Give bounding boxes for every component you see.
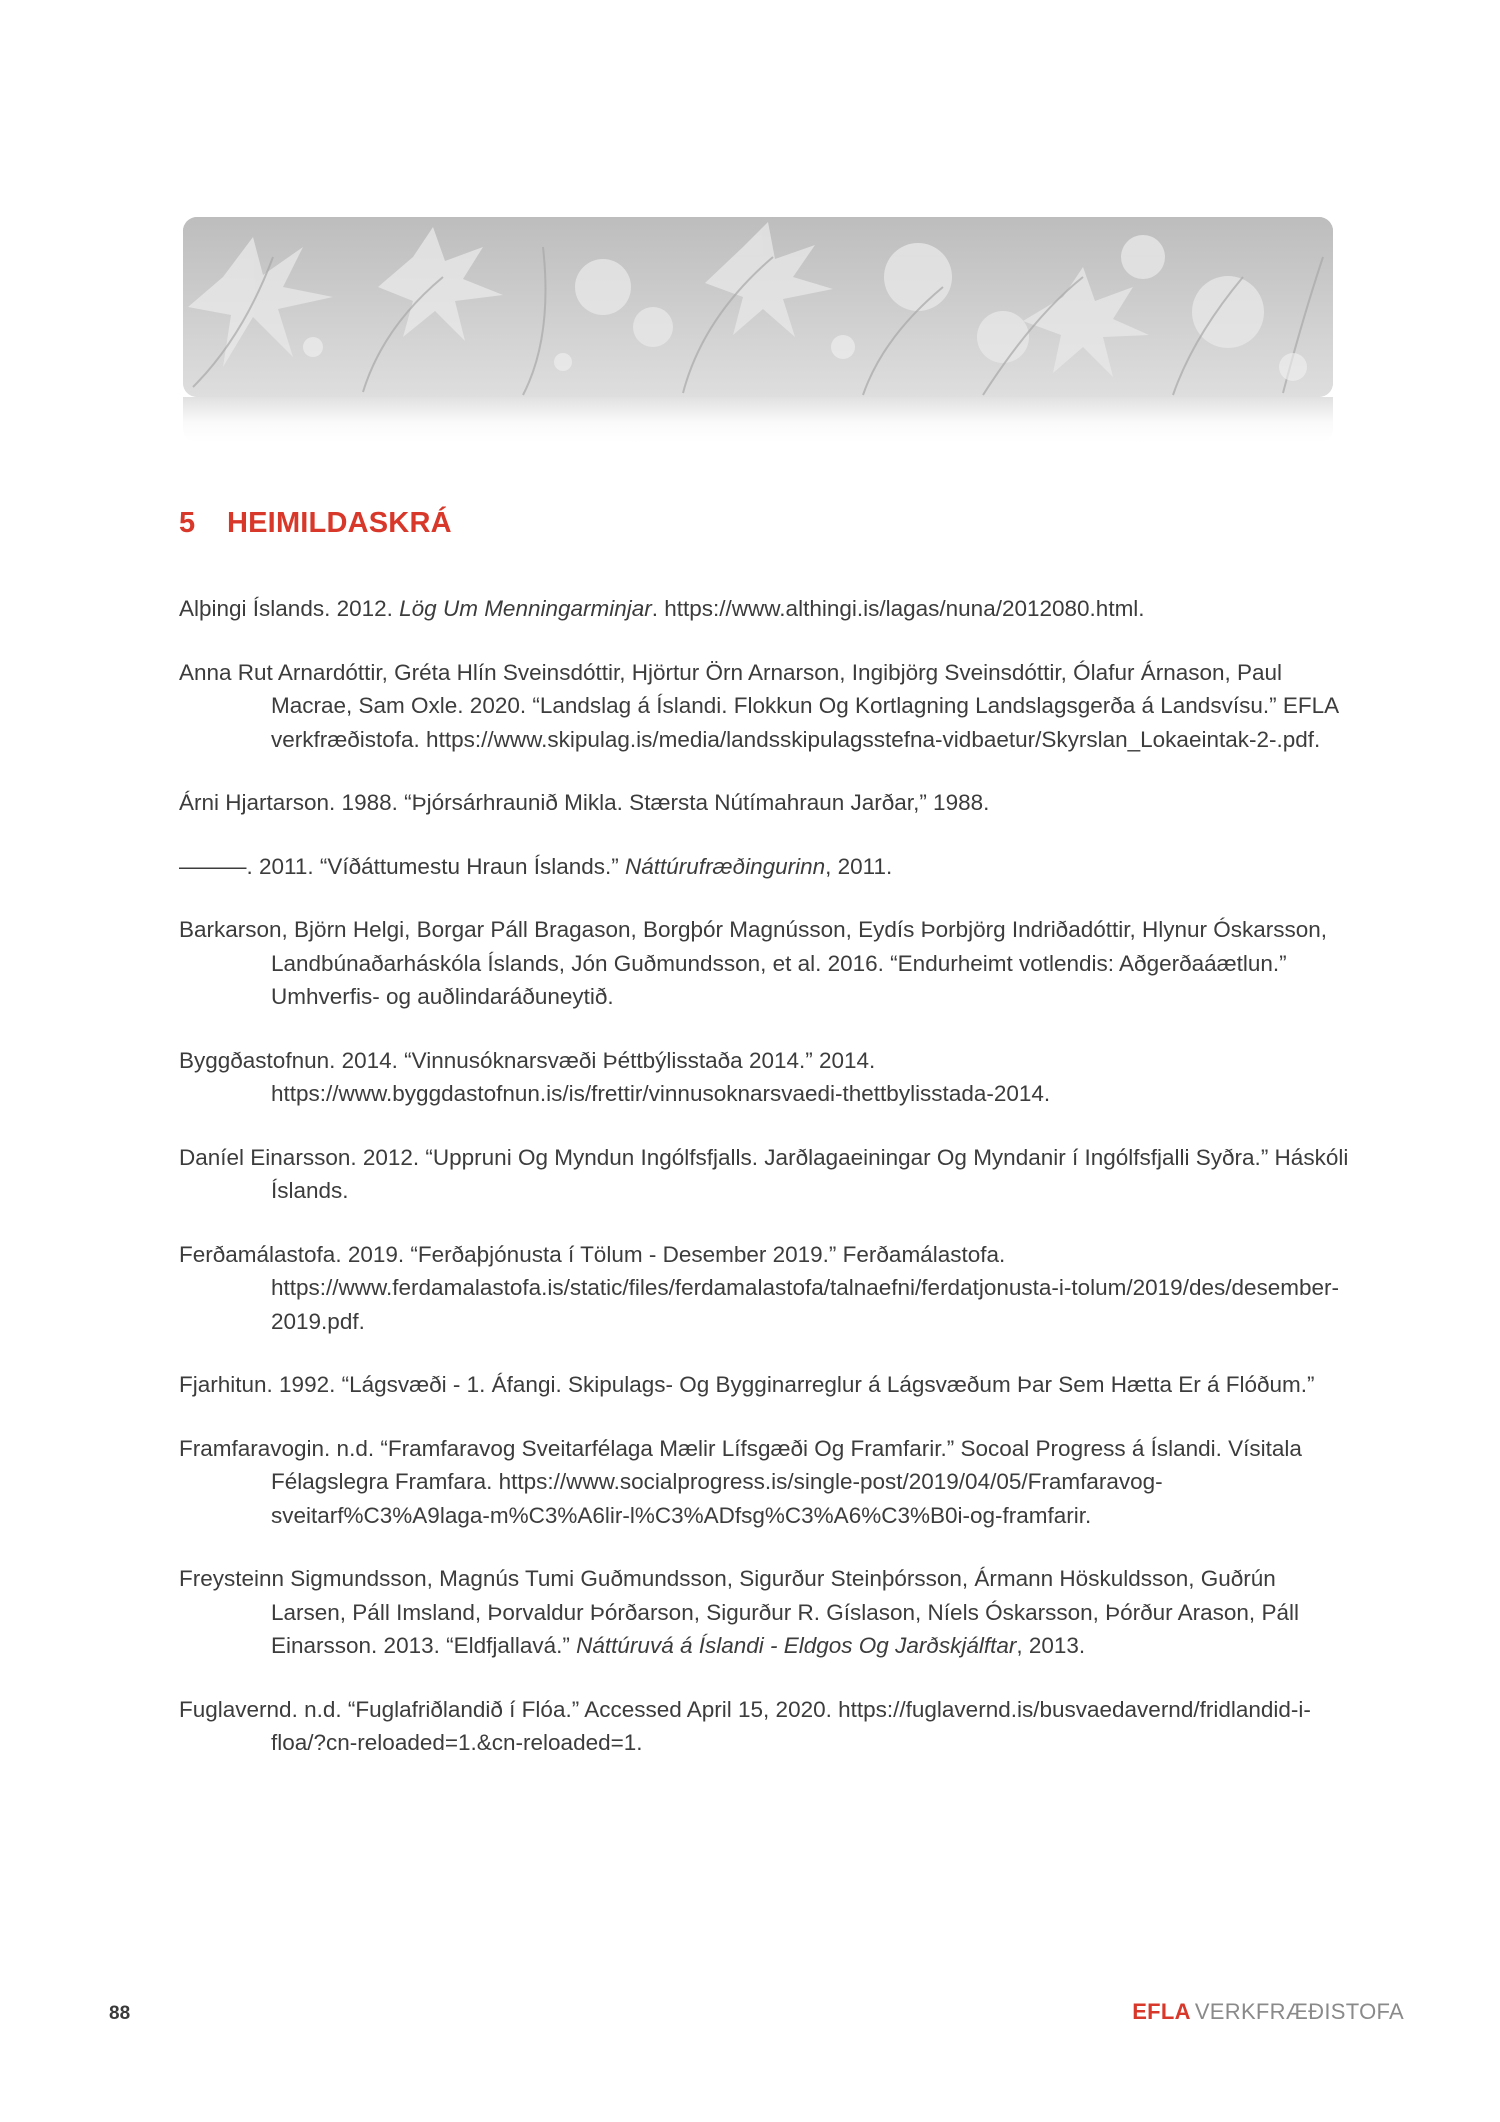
- reference-text: Barkarson, Björn Helgi, Borgar Páll Bragason, Borgþór Magnússon, Eydís Þorbjörg Indriðadóttir, Hlynur Óskarsson, Landbúnaðarháskóla Íslands, Jón Guðmundsson, et al. 2016. “Endurheimt votlendis: Aðgerðaáætlun.” Umhverfis- og auðlindaráðuneytið.: [179, 917, 1328, 1009]
- reference-italic-title: Lög Um Menningarminjar: [399, 596, 652, 621]
- reference-text: Byggðastofnun. 2014. “Vinnusóknarsvæði Þéttbýlisstaða 2014.” 2014. https://www.byggdastofnun.is/is/frettir/vinnusoknarsvaedi-thettbylisstada-2014.: [179, 1047, 1051, 1106]
- reference-text: Ferðamálastofa. 2019. “Ferðaþjónusta í Tölum - Desember 2019.” Ferðamálastofa. https://www.ferdamalastofa.is/static/files/ferdamalastofa/talnaefni/ferdatjonusta-i-tolum/2019/des/desember-2019.pdf.: [179, 1241, 1340, 1334]
- reference-text: Framfaravogin. n.d. “Framfaravog Sveitarfélaga Mælir Lífsgæði Og Framfarir.” Socoal Progress á Íslandi. Vísitala Félagslegra Framfara. https://www.socialprogress.is/single-post/2019/04/05/Framfaravog-sveitarf%C3%A9laga-m%C3%A6lir-l%C3%ADfsg%C3%A6%C3%B0i-og-framfarir.: [179, 1435, 1302, 1528]
- reference-entry: [179, 1432, 1354, 1533]
- section-title: HEIMILDASKRÁ: [227, 507, 452, 539]
- reference-text: Alþingi Íslands. 2012.: [179, 596, 400, 621]
- section-number: 5: [179, 507, 196, 539]
- reference-text: Freysteinn Sigmundsson, Magnús Tumi Guðmundsson, Sigurður Steinþórsson, Ármann Höskuldsson, Guðrún Larsen, Páll Imsland, Þorvaldur Þórðarson, Sigurður R. Gíslason, Níels Óskarsson, Þórður Arason, Páll Einarsson. 2013. “Eldfjallavá.”: [179, 1566, 1299, 1658]
- header-photo-banner: [183, 217, 1333, 397]
- page-number: 88: [109, 2003, 131, 2024]
- reference-entry: [179, 592, 1354, 626]
- banner-reflection: [183, 397, 1333, 443]
- section-heading: [179, 507, 452, 540]
- reference-entry: [179, 1044, 1354, 1111]
- reference-text: ———. 2011. “Víðáttumestu Hraun Íslands.”: [179, 853, 626, 879]
- reference-entry: [179, 913, 1354, 1014]
- reference-text: Fuglavernd. n.d. “Fuglafriðlandið í Flóa.” Accessed April 15, 2020. https://fuglavernd.is/busvaedavernd/fridlandid-i-floa/?cn-reloaded=1.&cn-reloaded=1.: [179, 1696, 1311, 1755]
- reference-entry: [179, 1238, 1354, 1339]
- reference-text: Fjarhitun. 1992. “Lágsvæði - 1. Áfangi. Skipulags- Og Bygginarreglur á Lágsvæðum Þar Sem Hætta Er á Flóðum.”: [179, 1372, 1315, 1397]
- reference-italic-title: Náttúrufræðingurinn: [625, 853, 826, 879]
- reference-italic-title: Náttúruvá á Íslandi - Eldgos Og Jarðskjálftar: [576, 1633, 1017, 1658]
- reference-text-end: , 2013.: [1016, 1633, 1086, 1658]
- brand-subtitle: VERKFRÆÐISTOFA: [1194, 1999, 1404, 2024]
- reference-entry: [179, 1141, 1354, 1208]
- reference-text: Daníel Einarsson. 2012. “Uppruni Og Myndun Ingólfsfjalls. Jarðlagaeiningar Og Myndanir í Ingólfsfjalli Syðra.” Háskóli Íslands.: [179, 1144, 1349, 1203]
- reference-entry: [179, 1693, 1354, 1760]
- footer-brand-logo: [1132, 1999, 1404, 2025]
- reference-entry: [179, 850, 1354, 884]
- brand-name: EFLA: [1132, 1999, 1191, 2024]
- reference-text: Árni Hjartarson. 1988. “Þjórsárhraunið Mikla. Stærsta Nútímahraun Jarðar,” 1988.: [179, 790, 990, 815]
- reference-list: [179, 592, 1354, 1790]
- reference-entry: [179, 656, 1354, 757]
- wildflower-photo-icon: [183, 217, 1333, 397]
- reference-entry: [179, 1368, 1354, 1402]
- reference-entry: [179, 1562, 1354, 1663]
- reference-text-end: . https://www.althingi.is/lagas/nuna/2012080.html.: [651, 596, 1145, 621]
- reference-text-end: , 2011.: [825, 853, 893, 879]
- reference-entry: [179, 786, 1354, 820]
- reference-text: Anna Rut Arnardóttir, Gréta Hlín Sveinsdóttir, Hjörtur Örn Arnarson, Ingibjörg Sveinsdóttir, Ólafur Árnason, Paul Macrae, Sam Oxle. 2020. “Landslag á Íslandi. Flokkun Og Kortlagning Landslagsgerða á Landsvísu.” EFLA verkfræðistofa. https://www.skipulag.is/media/landsskipulagsstefna-vidbaetur/Skyrslan_Lokaeintak-2-.pdf.: [179, 659, 1338, 752]
